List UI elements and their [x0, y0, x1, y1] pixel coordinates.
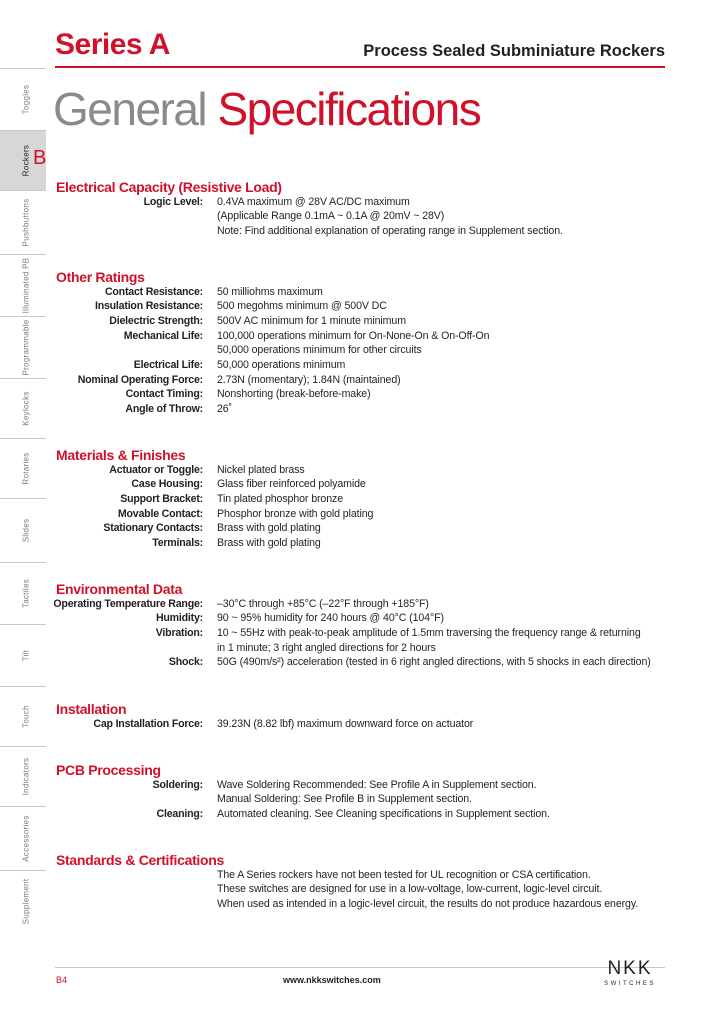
side-tab-label: Tilt	[21, 649, 31, 662]
spec-value: 26˚	[217, 403, 233, 416]
section-title: Other Ratings	[56, 269, 145, 285]
side-tab-indicators[interactable]	[0, 746, 46, 807]
section-title: Electrical Capacity (Resistive Load)	[56, 179, 282, 195]
side-tab-pushbuttons[interactable]	[0, 190, 46, 255]
spec-label: Electrical Life:	[133, 359, 203, 371]
spec-value: 10 ~ 55Hz with peak-to-peak amplitude of 1.5mm traversing the frequency range & returning	[217, 626, 641, 639]
page-title-gray: General	[53, 83, 218, 135]
spec-label: Case Housing:	[131, 478, 203, 491]
spec-label: Insulation Resistance:	[94, 300, 203, 313]
series-title: Series A	[55, 28, 170, 61]
spec-value: Phosphor bronze with gold plating	[217, 507, 374, 520]
side-tab-label: Accessories	[21, 815, 31, 862]
spec-value: 39.23N (8.82 lbf) maximum downward force on actuator	[217, 717, 474, 730]
side-tab-label: Supplement	[21, 878, 31, 925]
spec-value: 50,000 operations minimum	[217, 359, 346, 371]
spec-label: Movable Contact:	[117, 507, 203, 520]
spec-value: Tin plated phosphor bronze	[217, 492, 343, 505]
product-subtitle: Process Sealed Subminiature Rockers	[363, 42, 665, 60]
spec-value: Brass with gold plating	[217, 537, 321, 549]
side-tab-accessories[interactable]	[0, 806, 46, 871]
section-title: Environmental Data	[56, 581, 183, 597]
spec-label: Soldering:	[152, 778, 203, 791]
side-tab-supplement[interactable]	[0, 870, 46, 933]
spec-value: Nickel plated brass	[217, 463, 305, 476]
side-tab-tactiles[interactable]	[0, 562, 46, 625]
logo-letters: NKK	[607, 958, 653, 979]
section-title: Installation	[56, 701, 127, 717]
spec-value: 100,000 operations minimum for On-None-On & On-Off-On	[217, 329, 490, 342]
logo-subtext: SWITCHES	[604, 981, 656, 987]
spec-value: –30°C through +85°C (–22°F through +185°F)	[217, 597, 429, 610]
website-link[interactable]: www.nkkswitches.com	[283, 975, 381, 985]
spec-value: 50G (490m/s²) acceleration (tested in 6 right angled directions, with 5 shocks in each direction)	[217, 656, 651, 669]
side-tab-toggles[interactable]	[0, 68, 46, 131]
side-tab-programmable[interactable]	[0, 316, 46, 379]
spec-label: Nominal Operating Force:	[77, 373, 203, 386]
side-tab-touch[interactable]	[0, 686, 46, 747]
spec-value: Note: Find additional explanation of operating range in Supplement section.	[217, 224, 563, 237]
side-tab-label: Touch	[21, 705, 31, 728]
spec-value: 50 milliohms maximum	[217, 285, 323, 298]
spec-value: 0.4VA maximum @ 28V AC/DC maximum	[217, 195, 410, 208]
spec-label: Logic Level:	[143, 195, 203, 208]
spec-label: Terminals:	[152, 537, 203, 549]
nkk-logo	[595, 957, 665, 987]
spec-value: 90 ~ 95% humidity for 240 hours @ 40°C (104°F)	[217, 612, 444, 625]
spec-value: Glass fiber reinforced polyamide	[217, 478, 366, 491]
spec-label: Contact Resistance:	[104, 285, 203, 298]
spec-value: Brass with gold plating	[217, 522, 321, 535]
side-tab-keylocks[interactable]	[0, 378, 46, 439]
header-rule	[55, 66, 665, 68]
spec-value: 50,000 operations minimum for other circuits	[217, 344, 422, 357]
page-title-red: Specifications	[217, 83, 481, 135]
spec-label: Support Bracket:	[120, 492, 203, 505]
section-title: PCB Processing	[56, 762, 161, 778]
spec-value: When used as intended in a logic-level circuit, the results do not produce hazardous energy.	[217, 897, 639, 910]
spec-value: Manual Soldering: See Profile B in Supplement section.	[217, 793, 472, 806]
side-tab-label: Toggles	[21, 84, 31, 115]
spec-value: 500V AC minimum for 1 minute minimum	[217, 314, 406, 327]
spec-value: The A Series rockers have not been tested for UL recognition or CSA certification.	[217, 868, 591, 881]
side-tab-label: Illuminated PB	[21, 257, 31, 314]
side-tab-label: Keylocks	[21, 391, 31, 426]
spec-label: Operating Temperature Range:	[53, 597, 203, 610]
side-tab-tilt[interactable]	[0, 624, 46, 687]
side-tab-label: Tactiles	[21, 578, 31, 609]
spec-label: Humidity:	[155, 612, 203, 625]
spec-label: Stationary Contacts:	[103, 522, 203, 535]
spec-label: Mechanical Life:	[123, 329, 203, 342]
side-tab-illuminated-pb[interactable]	[0, 254, 46, 317]
spec-label: Angle of Throw:	[125, 403, 203, 416]
side-tab-label: Indicators	[21, 757, 31, 796]
spec-label: Vibration:	[155, 626, 203, 639]
spec-label: Cap Installation Force:	[93, 717, 203, 730]
spec-label: Actuator or Toggle:	[109, 463, 203, 476]
spec-label: Contact Timing:	[125, 388, 203, 401]
side-tab-label: Slides	[21, 518, 31, 543]
side-tab-label: Programmable	[21, 319, 31, 376]
section-title: Materials & Finishes	[56, 447, 186, 463]
spec-label: Dielectric Strength:	[109, 314, 203, 327]
footer-rule	[55, 967, 665, 968]
spec-value: These switches are designed for use in a low-voltage, low-current, logic-level circuit.	[217, 883, 603, 896]
side-tab-label: Rotaries	[21, 452, 31, 485]
spec-value: Wave Soldering Recommended: See Profile A in Supplement section.	[217, 778, 537, 791]
page-number: B4	[56, 975, 68, 985]
side-tab-label: Pushbuttons	[21, 198, 31, 247]
page-title	[53, 82, 480, 136]
side-tab-label: Rockers	[21, 144, 31, 177]
spec-value: 500 megohms minimum @ 500V DC	[217, 300, 387, 313]
side-tab-slides[interactable]	[0, 498, 46, 563]
spec-value: Automated cleaning. See Cleaning specifications in Supplement section.	[217, 807, 550, 820]
spec-label: Shock:	[168, 656, 203, 669]
active-tab-letter: B	[33, 147, 47, 169]
spec-value: Nonshorting (break-before-make)	[217, 388, 371, 401]
spec-label: Cleaning:	[156, 807, 203, 820]
spec-value: (Applicable Range 0.1mA ~ 0.1A @ 20mV ~ 28V)	[217, 210, 445, 223]
spec-value: in 1 minute; 3 right angled directions for 2 hours	[217, 641, 436, 654]
spec-value: 2.73N (momentary); 1.84N (maintained)	[217, 373, 401, 386]
side-tab-rotaries[interactable]	[0, 438, 46, 499]
section-title: Standards & Certifications	[56, 852, 225, 868]
